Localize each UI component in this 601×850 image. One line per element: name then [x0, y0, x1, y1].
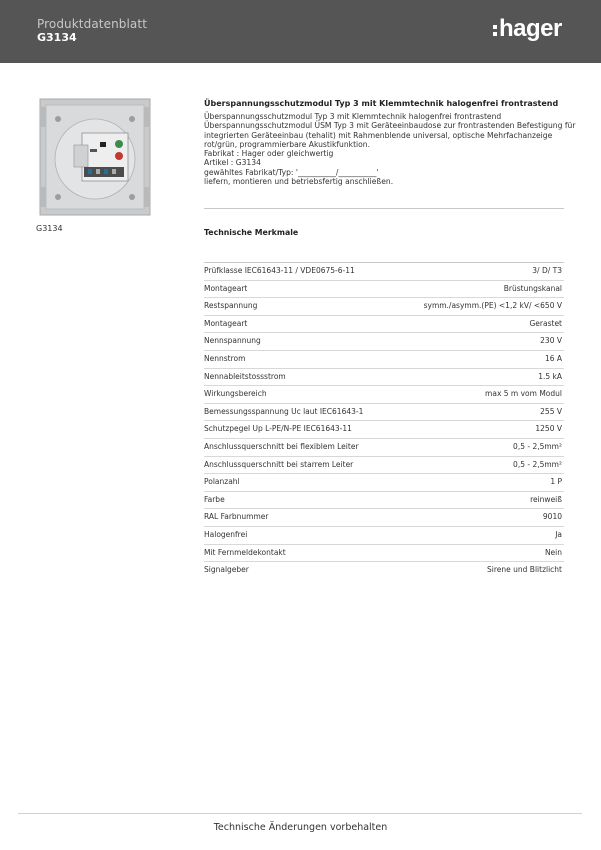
spec-value: Ja: [555, 529, 562, 539]
spec-row: [204, 386, 564, 404]
spec-row: [204, 316, 564, 334]
spec-key: Schutzpegel Up L-PE/N-PE IEC61643-11: [204, 424, 352, 434]
spec-key: Polanzahl: [204, 477, 240, 487]
spec-value: Brüstungskanal: [503, 283, 562, 293]
spec-value: 16 A: [544, 353, 562, 363]
spec-row: [204, 457, 564, 475]
spec-key: Wirkungsbereich: [204, 389, 267, 399]
spec-key: Signalgeber: [204, 565, 249, 575]
spec-value: 1250 V: [535, 424, 562, 434]
spec-value: reinweiß: [530, 494, 562, 504]
spec-value: 9010: [542, 512, 562, 522]
spec-value: symm./asymm.(PE) <1,2 kV/ <650 V: [423, 301, 562, 311]
spec-value: 1 P: [550, 477, 562, 487]
spec-row: [204, 509, 564, 527]
article-code: G3134: [37, 31, 77, 44]
footer-divider: [18, 813, 582, 814]
spec-key: Anschlussquerschnitt bei starrem Leiter: [204, 459, 354, 469]
spec-value: max 5 m vom Modul: [485, 389, 562, 399]
spec-value: 255 V: [540, 406, 562, 416]
spec-row: [204, 474, 564, 492]
spec-key: Nennspannung: [204, 336, 261, 346]
description-line: Artikel : G3134: [204, 158, 261, 168]
description-line: integrierten Geräteeinbau (tehalit) mit Rahmenblende universal, optische Mehrfachanzeige: [204, 130, 553, 140]
spec-value: 230 V: [540, 336, 562, 346]
logo-mark-icon: [493, 25, 497, 39]
image-caption: G3134: [36, 224, 63, 233]
spec-row: [204, 492, 564, 510]
spec-key: Halogenfrei: [204, 529, 248, 539]
product-image: [36, 97, 154, 217]
spec-value: 3/ D/ T3: [532, 266, 562, 275]
spec-row: [204, 263, 564, 281]
logo-text: hager: [499, 15, 562, 42]
spec-key: Anschlussquerschnitt bei flexiblem Leiter: [204, 441, 359, 451]
spec-row: [204, 333, 564, 351]
spec-value: Gerastet: [529, 318, 562, 328]
description-line: rot/grün, programmierbare Akustikfunktion.: [204, 139, 371, 149]
spec-row: [204, 298, 564, 316]
spec-row: [204, 421, 564, 439]
hager-logo: [493, 15, 567, 44]
spec-key: Bemessungsspannung Uc laut IEC61643-1: [204, 406, 364, 416]
description-line: Fabrikat : Hager oder gleichwertig: [204, 149, 334, 159]
description-line: liefern, montieren und betriebsfertig anschließen.: [204, 177, 394, 187]
spec-key: Mit Fernmeldekontakt: [204, 547, 286, 557]
spec-value: Nein: [544, 547, 562, 557]
spec-value: Sirene und Blitzlicht: [487, 565, 562, 575]
description-line: Überspannungsschutzmodul ÜSM Typ 3 mit Geräteeinbaudose zur frontrastenden Befestigung für: [204, 121, 576, 131]
spec-key: RAL Farbnummer: [204, 512, 269, 522]
spec-row: [204, 369, 564, 387]
spec-key: Montageart: [204, 318, 248, 328]
spec-value: 0,5 - 2,5mm²: [513, 441, 562, 451]
footer-note: Technische Änderungen vorbehalten: [213, 822, 388, 833]
product-description: [204, 112, 574, 186]
spec-key: Prüfklasse IEC61643-11 / VDE0675-6-11: [204, 266, 355, 275]
spec-row: [204, 562, 564, 579]
description-line: Überspannungsschutzmodul Typ 3 mit Klemmtechnik halogenfrei frontrastend: [204, 112, 502, 121]
spec-key: Nennstrom: [204, 353, 246, 363]
spec-table: [204, 263, 564, 579]
spec-value: 0,5 - 2,5mm²: [513, 459, 562, 469]
spec-row: [204, 527, 564, 545]
section-title: Technische Merkmale: [204, 228, 299, 237]
description-line: gewähltes Fabrikat/Typ: '__________/__________': [204, 167, 379, 177]
spec-key: Nennableitstossstrom: [204, 371, 286, 381]
document-type: Produktdatenblatt: [37, 17, 147, 31]
spec-row: [204, 545, 564, 563]
product-title: Überspannungsschutzmodul Typ 3 mit Klemmtechnik halogenfrei frontrastend: [204, 99, 559, 108]
spec-value: 1.5 kA: [538, 371, 562, 381]
spec-key: Montageart: [204, 283, 248, 293]
spec-key: Farbe: [204, 494, 225, 504]
divider: [204, 208, 564, 209]
spec-row: [204, 439, 564, 457]
spec-row: [204, 404, 564, 422]
spec-key: Restspannung: [204, 301, 258, 311]
spec-row: [204, 281, 564, 299]
spec-row: [204, 351, 564, 369]
page-header: [0, 0, 601, 63]
